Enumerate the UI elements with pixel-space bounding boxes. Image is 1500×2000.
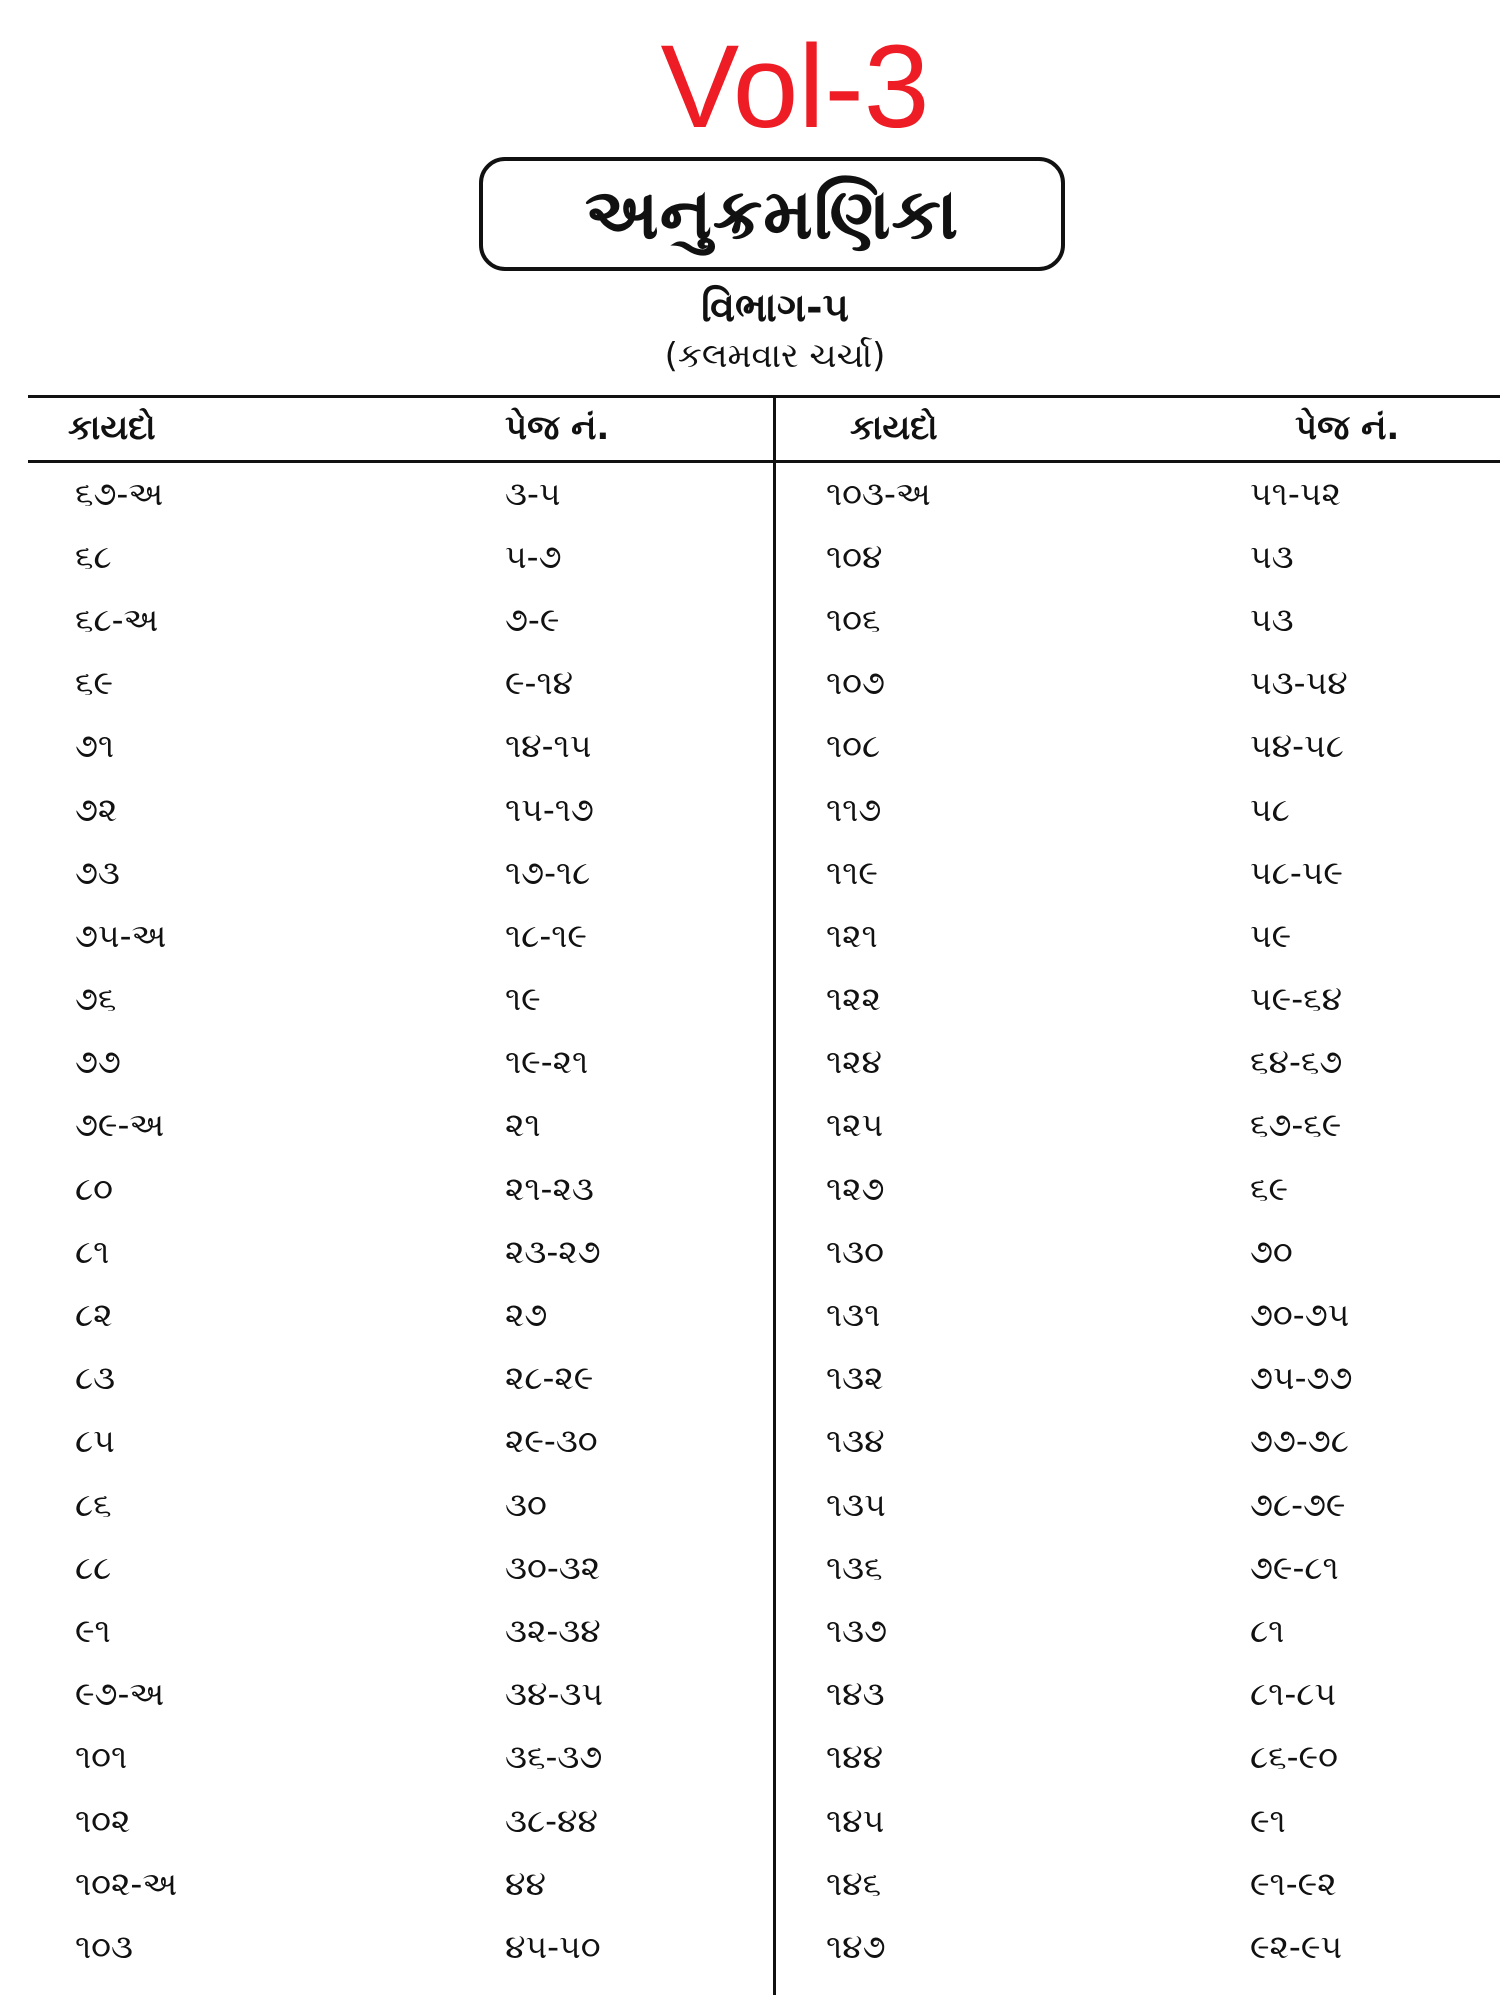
law-number: ૧૦૧ xyxy=(75,1737,128,1777)
law-number: ૧૪૩ xyxy=(826,1674,885,1714)
law-number: ૧૦૩-અ xyxy=(826,473,931,513)
page-range: ૬૯ xyxy=(1250,1168,1289,1208)
page-range: ૧૪-૧૫ xyxy=(505,726,592,766)
page-range: ૧૯-૨૧ xyxy=(505,1042,589,1082)
page-range: ૨૯-૩૦ xyxy=(505,1421,598,1461)
page-range: ૫૪-૫૮ xyxy=(1250,726,1344,766)
law-number: ૭૫-અ xyxy=(75,915,167,955)
index-row xyxy=(0,1031,770,1094)
page-range: ૯૧-૯૨ xyxy=(1250,1863,1337,1903)
page-range: ૪૫-૫૦ xyxy=(505,1926,601,1966)
page-range: ૭૯-૮૧ xyxy=(1250,1547,1339,1587)
index-row xyxy=(0,1157,770,1220)
index-row xyxy=(776,1599,1500,1662)
law-number: ૬૮ xyxy=(75,536,112,576)
law-number: ૧૪૪ xyxy=(826,1737,884,1777)
page-range: ૩૨-૩૪ xyxy=(505,1610,601,1650)
page-range: ૫૩-૫૪ xyxy=(1250,663,1348,703)
index-row xyxy=(776,1536,1500,1599)
page-range: ૧૭-૧૮ xyxy=(505,852,591,892)
law-number: ૧૨૪ xyxy=(826,1042,883,1082)
law-number: ૭૨ xyxy=(75,789,118,829)
index-row xyxy=(776,1347,1500,1410)
page-range: ૭૮-૭૯ xyxy=(1250,1484,1346,1524)
index-row xyxy=(0,1283,770,1346)
page-range: ૨૩-૨૭ xyxy=(505,1231,601,1271)
page-range: ૭૫-૭૭ xyxy=(1250,1358,1353,1398)
law-number: ૮૮ xyxy=(75,1547,112,1587)
page-range: ૮૧-૮૫ xyxy=(1250,1674,1337,1714)
index-row xyxy=(776,904,1500,967)
page-range: ૨૧-૨૩ xyxy=(505,1168,594,1208)
page-range: ૯૧ xyxy=(1250,1800,1286,1840)
page-range: ૩૪-૩૫ xyxy=(505,1674,604,1714)
index-row xyxy=(776,841,1500,904)
index-row xyxy=(776,1726,1500,1789)
left-index-column xyxy=(0,462,770,1979)
page-range: ૬૪-૬૭ xyxy=(1250,1042,1343,1082)
page-range: ૭૦-૭૫ xyxy=(1250,1295,1350,1335)
page-range: ૧૫-૧૭ xyxy=(505,789,594,829)
index-row xyxy=(0,1536,770,1599)
index-row xyxy=(776,1094,1500,1157)
index-row xyxy=(0,525,770,588)
page-range: ૧૮-૧૯ xyxy=(505,915,587,955)
index-row xyxy=(0,1094,770,1157)
header-law-left: કાયદો xyxy=(68,408,156,448)
law-number: ૧૦૪ xyxy=(826,536,883,576)
page-range: ૩૦-૩૨ xyxy=(505,1547,601,1587)
index-row xyxy=(776,1410,1500,1473)
law-number: ૧૧૭ xyxy=(826,789,882,829)
header-law-right: કાયદો xyxy=(850,408,938,448)
law-number: ૧૪૭ xyxy=(826,1926,886,1966)
page-range: ૩-૫ xyxy=(505,473,561,513)
page-range: ૮૬-૯૦ xyxy=(1250,1737,1338,1777)
law-number: ૬૯ xyxy=(75,663,114,703)
index-row xyxy=(0,1410,770,1473)
index-row xyxy=(776,1157,1500,1220)
index-row xyxy=(0,841,770,904)
page-range: ૫૩ xyxy=(1250,536,1294,576)
page-range: ૭૭-૭૮ xyxy=(1250,1421,1349,1461)
index-row xyxy=(0,462,770,525)
law-number: ૧૦૨-અ xyxy=(75,1863,178,1903)
index-row xyxy=(776,1473,1500,1536)
index-row xyxy=(776,525,1500,588)
law-number: ૧૨૧ xyxy=(826,915,878,955)
law-number: ૧૩૦ xyxy=(826,1231,885,1271)
page-range: ૫૯ xyxy=(1250,915,1292,955)
law-number: ૧૩૧ xyxy=(826,1295,881,1335)
index-row xyxy=(0,1726,770,1789)
page-range: ૨૧ xyxy=(505,1105,541,1145)
page-range: ૫૩ xyxy=(1250,599,1294,639)
law-number: ૯૧ xyxy=(75,1610,111,1650)
law-number: ૧૪૫ xyxy=(826,1800,885,1840)
law-number: ૧૦૨ xyxy=(75,1800,131,1840)
law-number: ૬૮-અ xyxy=(75,599,159,639)
right-index-column xyxy=(776,462,1500,1979)
law-number: ૧૩૪ xyxy=(826,1421,885,1461)
law-number: ૮૩ xyxy=(75,1358,116,1398)
index-row xyxy=(0,1220,770,1283)
index-row xyxy=(0,1852,770,1915)
index-row xyxy=(776,1789,1500,1852)
header-page-right: પેજ નં. xyxy=(1295,408,1400,448)
law-number: ૧૪૬ xyxy=(826,1863,882,1903)
page-range: ૫૧-૫૨ xyxy=(1250,473,1341,513)
law-number: ૯૭-અ xyxy=(75,1674,165,1714)
page-range: ૫૯-૬૪ xyxy=(1250,979,1343,1019)
page-range: ૯૨-૯૫ xyxy=(1250,1926,1343,1966)
law-number: ૧૩૭ xyxy=(826,1610,888,1650)
index-row xyxy=(776,968,1500,1031)
page-range: ૩૬-૩૭ xyxy=(505,1737,603,1777)
law-number: ૭૧ xyxy=(75,726,115,766)
law-number: ૧૦૩ xyxy=(75,1926,134,1966)
page-range: ૨૭ xyxy=(505,1295,548,1335)
table-top-rule xyxy=(28,395,1500,398)
page-range: ૩૮-૪૪ xyxy=(505,1800,598,1840)
law-number: ૭૯-અ xyxy=(75,1105,165,1145)
law-number: ૧૩૫ xyxy=(826,1484,886,1524)
index-row xyxy=(776,1852,1500,1915)
index-row xyxy=(776,462,1500,525)
page-range: ૮૧ xyxy=(1250,1610,1285,1650)
law-number: ૭૩ xyxy=(75,852,120,892)
page-range: ૫૮-૫૯ xyxy=(1250,852,1343,892)
law-number: ૧૨૨ xyxy=(826,979,881,1019)
page-range: ૪૪ xyxy=(505,1863,546,1903)
index-row xyxy=(776,1663,1500,1726)
index-row xyxy=(0,1663,770,1726)
page-title: અનુક્રમણિકા xyxy=(479,157,1065,271)
index-row xyxy=(0,715,770,778)
page-range: ૯-૧૪ xyxy=(505,663,574,703)
page-range: ૭૦ xyxy=(1250,1231,1293,1271)
page-range: ૫-૭ xyxy=(505,536,562,576)
page-range: ૬૭-૬૯ xyxy=(1250,1105,1342,1145)
header-page-left: પેજ નં. xyxy=(505,408,610,448)
page-range: ૧૯ xyxy=(505,979,541,1019)
index-row xyxy=(0,968,770,1031)
page-range: ૫૮ xyxy=(1250,789,1290,829)
index-row xyxy=(776,1283,1500,1346)
page-range: ૩૦ xyxy=(505,1484,547,1524)
law-number: ૮૫ xyxy=(75,1421,115,1461)
law-number: ૮૨ xyxy=(75,1295,113,1335)
law-number: ૮૦ xyxy=(75,1168,114,1208)
law-number: ૮૧ xyxy=(75,1231,110,1271)
index-row xyxy=(0,904,770,967)
index-row xyxy=(0,778,770,841)
page-range: ૨૮-૨૯ xyxy=(505,1358,594,1398)
index-row xyxy=(776,1915,1500,1978)
index-row xyxy=(0,1599,770,1662)
index-row xyxy=(0,1915,770,1978)
index-row xyxy=(776,715,1500,778)
law-number: ૭૬ xyxy=(75,979,117,1019)
law-number: ૧૧૯ xyxy=(826,852,878,892)
law-number: ૧૩૨ xyxy=(826,1358,884,1398)
index-row xyxy=(776,652,1500,715)
index-row xyxy=(0,1789,770,1852)
index-row xyxy=(0,588,770,651)
index-row xyxy=(776,778,1500,841)
index-row xyxy=(0,652,770,715)
law-number: ૧૦૬ xyxy=(826,599,881,639)
page-range: ૭-૯ xyxy=(505,599,560,639)
law-number: ૬૭-અ xyxy=(75,473,164,513)
index-row xyxy=(776,1031,1500,1094)
section-heading: વિભાગ-૫ xyxy=(701,285,849,331)
index-row xyxy=(776,588,1500,651)
volume-label: Vol-3 xyxy=(660,21,930,153)
law-number: ૧૩૬ xyxy=(826,1547,883,1587)
law-number: ૧૨૭ xyxy=(826,1168,885,1208)
law-number: ૧૦૭ xyxy=(826,663,885,703)
law-number: ૭૭ xyxy=(75,1042,121,1082)
law-number: ૮૬ xyxy=(75,1484,112,1524)
section-subtitle: (કલમવાર ચર્ચા) xyxy=(664,336,886,376)
law-number: ૧૨૫ xyxy=(826,1105,884,1145)
law-number: ૧૦૮ xyxy=(826,726,881,766)
index-row xyxy=(0,1347,770,1410)
index-row xyxy=(0,1473,770,1536)
index-row xyxy=(776,1220,1500,1283)
